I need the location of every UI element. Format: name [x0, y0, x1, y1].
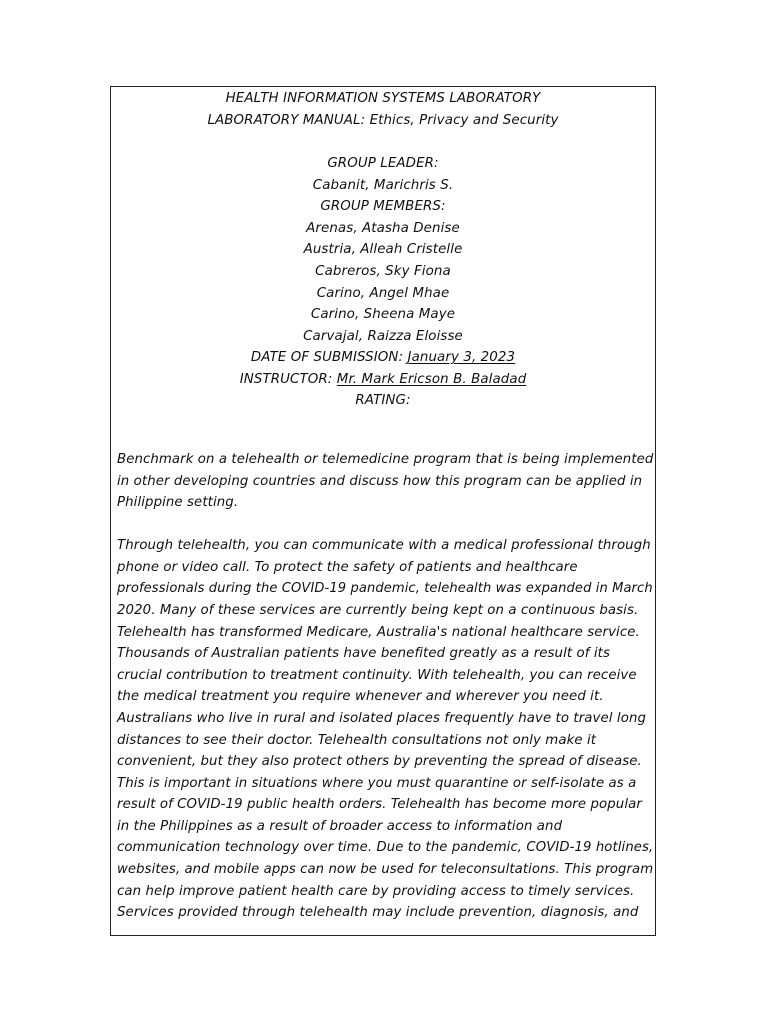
answer-line: 2020. Many of these services are currently being kept on a continuous basis. — [117, 603, 639, 618]
rating-label: RATING: — [355, 393, 411, 408]
manual-subject: Ethics, Privacy and Security — [369, 113, 559, 128]
group-member: Carvajal, Raizza Eloisse — [303, 329, 463, 344]
answer-line: websites, and mobile apps can now be used for teleconsultations. This program — [117, 862, 654, 877]
group-member: Arenas, Atasha Denise — [306, 221, 460, 236]
answer-line: in the Philippines as a result of broader access to information and — [117, 819, 563, 834]
answer-line: professionals during the COVID-19 pandemic, telehealth was expanded in March — [117, 581, 653, 596]
instructor-label: INSTRUCTOR: — [239, 372, 333, 387]
answer-line: crucial contribution to treatment continuity. With telehealth, you can receive — [117, 668, 637, 683]
answer-line: convenient, but they also protect others by preventing the spread of disease. — [117, 754, 642, 769]
group-leader-label: GROUP LEADER: — [327, 156, 439, 171]
manual-label: LABORATORY MANUAL: — [207, 113, 366, 128]
group-member: Carino, Angel Mhae — [316, 286, 450, 301]
answer-line: the medical treatment you require whenever and wherever you need it. — [117, 689, 604, 704]
answer-line: Telehealth has transformed Medicare, Australia's national healthcare service. — [117, 625, 640, 640]
group-members-label: GROUP MEMBERS: — [320, 199, 446, 214]
answer-line: communication technology over time. Due to the pandemic, COVID-19 hotlines, — [117, 840, 654, 855]
manual-heading — [110, 110, 656, 132]
group-leader-name: Cabanit, Marichris S. — [312, 178, 454, 193]
answer-line: Services provided through telehealth may include prevention, diagnosis, and — [117, 905, 639, 920]
submission-date-label: DATE OF SUBMISSION: — [250, 350, 404, 365]
answer-line: distances to see their doctor. Telehealth consultations not only make it — [117, 733, 597, 748]
answer-line: Australians who live in rural and isolated places frequently have to travel long — [117, 711, 647, 726]
document-title: HEALTH INFORMATION SYSTEMS LABORATORY — [225, 91, 541, 106]
group-member: Carino, Sheena Maye — [310, 307, 456, 322]
answer-line: can help improve patient health care by providing access to timely services. — [117, 884, 635, 899]
answer-line: This is important in situations where you must quarantine or self-isolate as a — [117, 776, 637, 791]
group-member: Austria, Alleah Cristelle — [303, 242, 463, 257]
submission-date-value: January 3, 2023 — [407, 350, 516, 365]
answer-line: Through telehealth, you can communicate with a medical professional through — [117, 538, 651, 553]
submission-date-row — [110, 347, 656, 369]
group-member: Cabreros, Sky Fiona — [315, 264, 451, 279]
prompt-line: Philippine setting. — [117, 495, 239, 510]
answer-line: result of COVID-19 public health orders. Telehealth has become more popular — [117, 797, 642, 812]
prompt-line: Benchmark on a telehealth or telemedicine program that is being implemented — [117, 452, 654, 467]
instructor-value: Mr. Mark Ericson B. Baladad — [336, 372, 527, 387]
answer-line: phone or video call. To protect the safety of patients and healthcare — [117, 560, 578, 575]
instructor-row — [110, 369, 656, 391]
prompt-line: in other developing countries and discuss how this program can be applied in — [117, 474, 643, 489]
answer-line: Thousands of Australian patients have benefited greatly as a result of its — [117, 646, 611, 661]
